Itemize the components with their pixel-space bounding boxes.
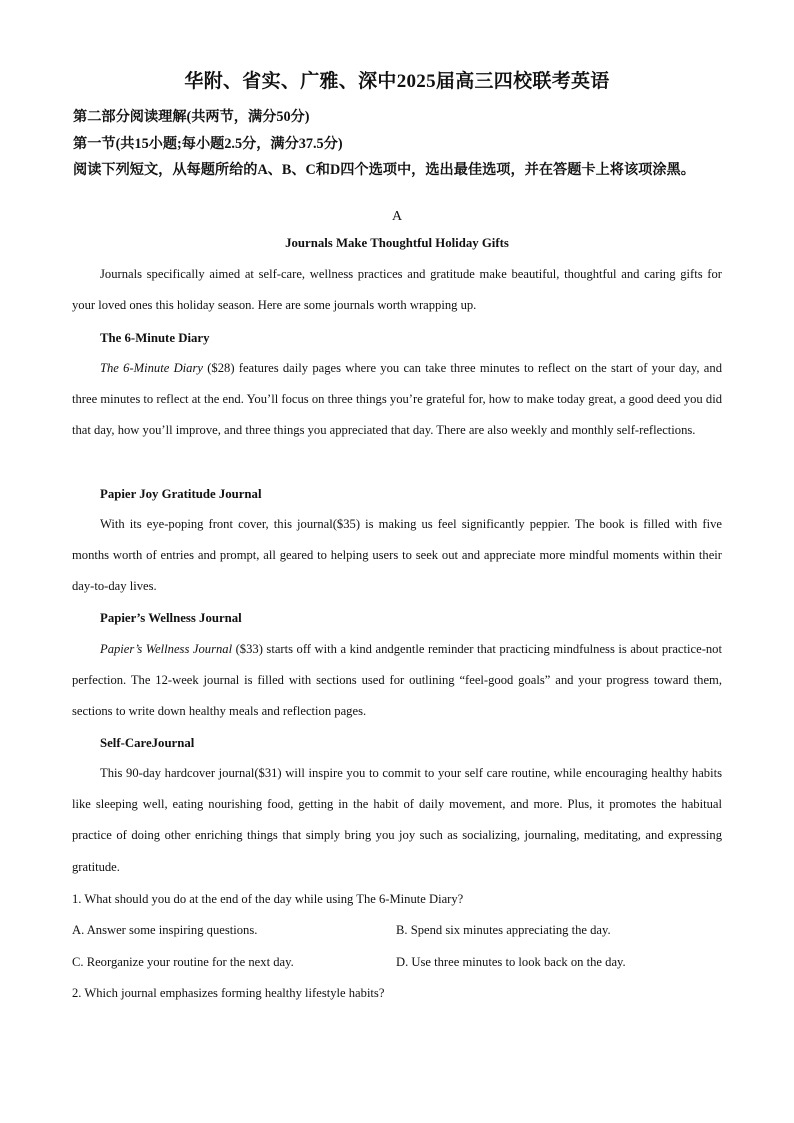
item-paragraph-papier-joy [72, 509, 722, 603]
question-1-stem: 1. What should you do at the end of the day while using The 6-Minute Diary? [72, 892, 464, 906]
question-1-option-c: C. Reorganize your routine for the next day. [72, 955, 294, 969]
passage-title: Journals Make Thoughtful Holiday Gifts [285, 236, 509, 250]
item-paragraph-6-minute-diary [72, 353, 722, 447]
item-heading-6-minute-diary: The 6-Minute Diary [100, 331, 210, 345]
page-title: 华附、省实、广雅、深中2025届高三四校联考英语 [184, 71, 610, 92]
item-text: With its eye-poping front cover, this journal($35) is making us feel significantly peppier. The book is filled with five months worth of entries and prompt, all geared to helping users to seek out and appreciate more mindful moments within their day-to-day lives. [72, 517, 722, 594]
instruction-text: 阅读下列短文，从每题所给的A、B、C和D四个选项中，选出最佳选项，并在答题卡上将该项涂黑。 [73, 162, 695, 178]
part-heading: 第二部分阅读理解(共两节，满分50分) [73, 109, 310, 125]
passage-letter: A [391, 209, 403, 224]
question-1-option-d: D. Use three minutes to look back on the day. [396, 955, 626, 969]
question-2-stem: 2. Which journal emphasizes forming healthy lifestyle habits? [72, 986, 385, 1000]
intro-paragraph [72, 259, 722, 321]
item-text: ($28) features daily pages where you can take three minutes to reflect on the start of your day, and three minutes to reflect at the end. You’ll focus on three things you’re grateful for, how to make today great, a good deed you did that day, how you’ll improve, and three things you appreciated that day. There are also weekly and monthly self-reflections. [72, 361, 722, 438]
item-text: This 90-day hardcover journal($31) will inspire you to commit to your self care routine, while encouraging healthy habits like sleeping well, eating nourishing food, getting in the habit of daily movement, and more. Plus, it promotes the habitual practice of doing other enriching things that simply bring you joy such as socializing, journaling, meditating, and expressing gratitude. [72, 766, 722, 874]
question-1-option-a: A. Answer some inspiring questions. [72, 923, 258, 937]
item-paragraph-self-care [72, 758, 722, 883]
item-heading-papier-wellness: Papier’s Wellness Journal [100, 611, 242, 625]
intro-text: Journals specifically aimed at self-care, wellness practices and gratitude make beautiful, thoughtful and caring gifts for your loved ones this holiday season. Here are some journals worth wrapping up. [72, 267, 722, 313]
item-heading-self-care: Self-CareJournal [100, 736, 195, 750]
item-text: ($33) starts off with a kind andgentle reminder that practicing mindfulness is about practice-not perfection. The 12-week journal is filled with sections used for outlining “feel-good goals” and your progress toward them, sections to write down healthy meals and reflection pages. [72, 642, 722, 719]
question-1-option-b: B. Spend six minutes appreciating the day. [396, 923, 611, 937]
item-heading-papier-joy: Papier Joy Gratitude Journal [100, 487, 262, 501]
item-title-italic: Papier’s Wellness Journal [100, 642, 233, 656]
item-title-italic: The 6-Minute Diary [100, 361, 203, 375]
item-paragraph-papier-wellness [72, 634, 722, 728]
section-heading: 第一节(共15小题;每小题2.5分，满分37.5分) [73, 136, 343, 152]
